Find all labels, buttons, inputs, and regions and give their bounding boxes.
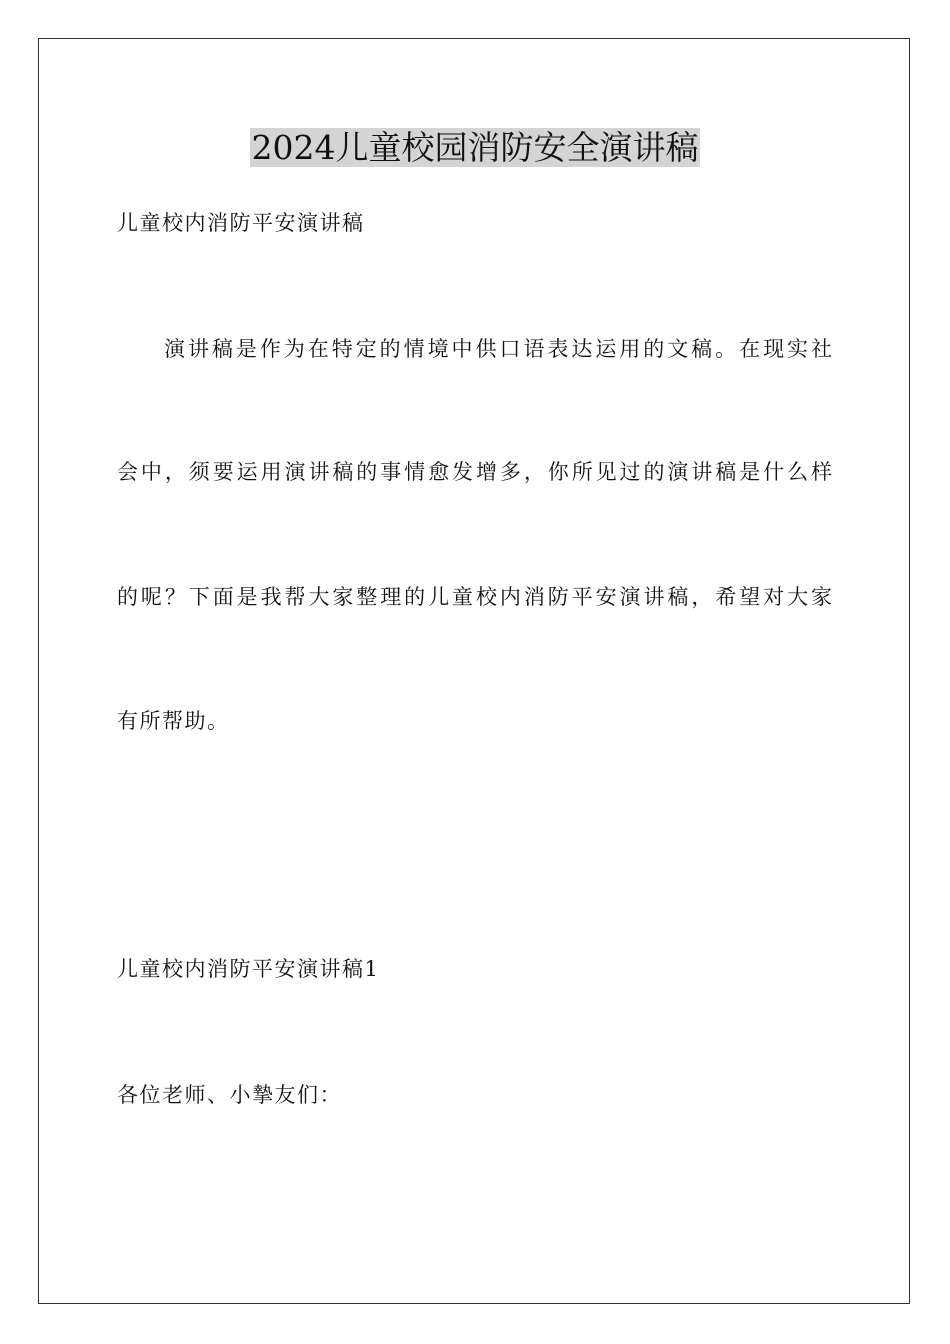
intro-line-1: 演讲稿是作为在特定的情境中供口语表达运用的文稿。在现实社 [164,337,832,361]
document-title [0,126,950,170]
greeting: 各位老师、小摯友们： [117,1083,342,1107]
intro-line-4: 有所帮助。 [117,709,230,733]
intro-line-3: 的呢？下面是我帮大家整理的儿童校内消防平安演讲稿，希望对大家 [117,585,832,609]
document-subtitle: 儿童校内消防平安演讲稿 [117,211,365,235]
document-title-text: 2024儿童校园消防安全演讲稿 [251,128,699,167]
intro-line-2: 会中，须要运用演讲稿的事情愈发增多，你所见过的演讲稿是什么样 [117,460,832,484]
section-heading: 儿童校内消防平安演讲稿1 [117,957,380,981]
